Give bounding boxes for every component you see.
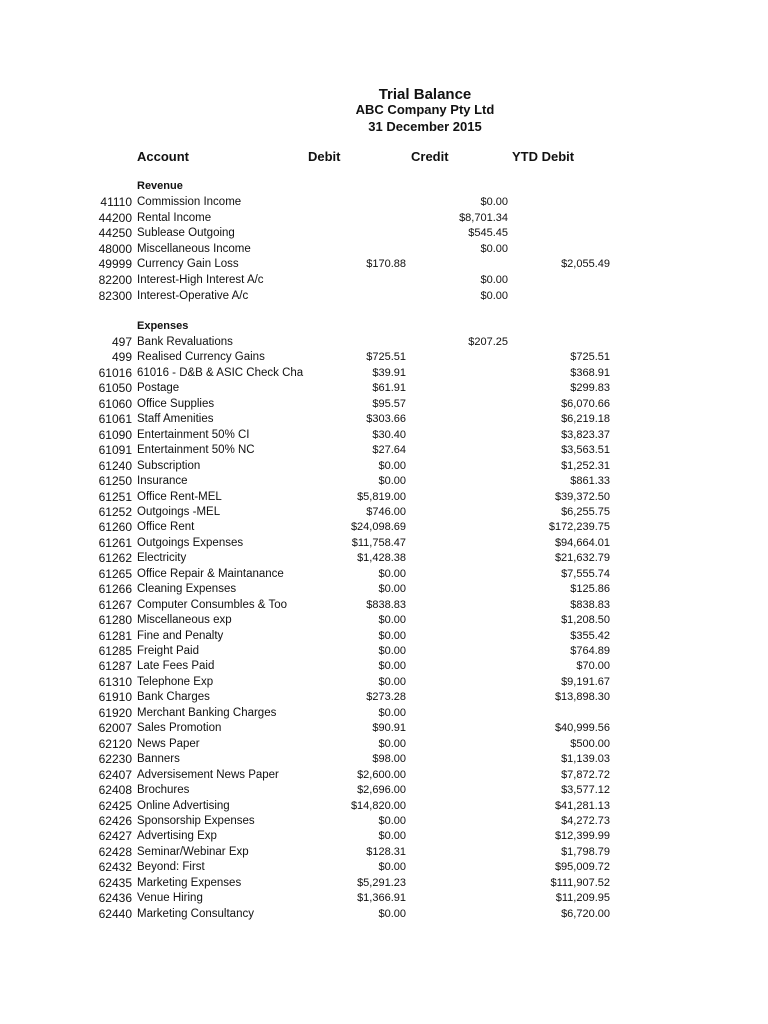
account-code: 61250 [98,474,132,489]
debit-value: $128.31 [366,845,406,858]
account-code: 61090 [98,427,132,442]
account-code: 62230 [98,752,132,767]
account-code: 61280 [98,613,132,628]
account-name: Subscription [137,459,201,472]
table-row [0,289,768,304]
account-name: Office Rent-MEL [137,490,222,503]
table-row [0,195,768,210]
account-name: Online Advertising [137,799,230,812]
account-name: Late Fees Paid [137,660,215,673]
table-row [0,273,768,288]
table-row [0,520,768,535]
table-row [0,397,768,412]
account-name: Staff Amenities [137,413,214,426]
company-name: ABC Company Pty Ltd [355,102,495,117]
credit-value: $8,701.34 [459,211,508,224]
account-name: Telephone Exp [137,675,214,688]
account-name: Banners [137,753,180,766]
debit-value: $95.57 [372,397,406,410]
column-header-credit: Credit [411,149,449,164]
debit-value: $5,291.23 [357,876,406,889]
table-row [0,721,768,736]
ytd-debit-value: $1,798.79 [561,845,610,858]
account-code: 62408 [98,783,132,798]
account-code: 44250 [98,226,132,241]
debit-value: $273.28 [366,691,406,704]
account-code: 49999 [98,257,132,272]
table-row [0,737,768,752]
account-name: Sublease Outgoing [137,227,235,240]
table-row [0,659,768,674]
ytd-debit-value: $3,563.51 [561,444,610,457]
account-code: 62432 [98,860,132,875]
debit-value: $838.83 [366,598,406,611]
debit-value: $0.00 [378,614,406,627]
account-code: 62425 [98,798,132,813]
account-name: Electricity [137,552,187,565]
column-header-debit: Debit [308,149,341,164]
account-name: Sponsorship Expenses [137,814,255,827]
table-row [0,829,768,844]
ytd-debit-value: $6,720.00 [561,907,610,920]
ytd-debit-value: $70.00 [576,660,610,673]
account-name: Bank Revaluations [137,336,233,348]
account-name: Cleaning Expenses [137,583,237,596]
ytd-debit-value: $9,191.67 [561,675,610,688]
ytd-debit-value: $7,872.72 [561,768,610,781]
table-row [0,752,768,767]
debit-value: $0.00 [378,861,406,874]
credit-value: $0.00 [480,289,508,302]
account-code: 61240 [98,458,132,473]
account-name: Computer Consumbles & Too [137,598,287,611]
table-row [0,860,768,875]
account-code: 61285 [98,644,132,658]
account-code: 61281 [98,628,132,643]
ytd-debit-value: $500.00 [570,737,610,750]
debit-value: $2,600.00 [357,768,406,781]
column-header-account: Account [137,149,189,164]
ytd-debit-value: $21,632.79 [554,552,610,565]
debit-value: $11,758.47 [351,536,406,549]
table-row [0,381,768,396]
account-code: 61050 [98,381,132,396]
ytd-debit-value: $125.86 [570,583,610,596]
account-code: 61266 [98,582,132,597]
ytd-debit-value: $1,139.03 [561,753,610,766]
ytd-debit-value: $94,664.01 [554,536,610,549]
account-code: 61060 [98,396,132,411]
table-row [0,428,768,443]
account-name: Seminar/Webinar Exp [137,845,249,858]
ytd-debit-value: $13,898.30 [554,691,610,704]
table-row [0,907,768,922]
debit-value: $39.91 [372,366,406,379]
table-row [0,675,768,690]
account-name: Venue Hiring [137,892,203,905]
debit-value: $61.91 [372,382,406,395]
account-name: Commission Income [137,196,242,208]
ytd-debit-value: $6,070.66 [561,397,610,410]
table-row [0,690,768,705]
account-code: 41110 [100,195,132,209]
column-header-ytd-debit: YTD Debit [512,149,575,164]
section-heading-expenses: Expenses [137,320,189,332]
ytd-debit-value: $95,009.72 [554,861,610,874]
account-code: 61016 [98,365,132,380]
ytd-debit-value: $3,577.12 [561,784,610,797]
account-code: 62007 [98,721,132,736]
credit-value: $0.00 [480,274,508,286]
debit-value: $27.64 [372,444,406,457]
table-row [0,814,768,829]
table-row [0,474,768,489]
ytd-debit-value: $172,239.75 [548,521,610,534]
account-code: 61310 [98,674,132,689]
table-row [0,567,768,582]
account-name: Bank Charges [137,691,210,704]
ytd-debit-value: $40,999.56 [554,722,610,735]
debit-value: $24,098.69 [350,521,406,534]
debit-value: $0.00 [378,675,406,688]
ytd-debit-value: $41,281.13 [554,799,610,812]
ytd-debit-value: $39,372.50 [554,490,610,503]
table-row [0,366,768,381]
account-name: Entertainment 50% CI [137,428,250,441]
account-name: Miscellaneous Income [137,242,251,255]
report-date: 31 December 2015 [368,119,482,134]
table-row [0,783,768,798]
account-name: Office Supplies [137,397,215,410]
account-code: 62440 [98,906,132,921]
account-code: 497 [111,335,132,349]
account-code: 62426 [98,813,132,828]
debit-value: $303.66 [366,413,406,426]
ytd-debit-value: $1,252.31 [561,459,610,472]
report-title: Trial Balance [378,86,472,103]
account-code: 82200 [98,273,132,287]
account-name: Office Repair & Maintanance [137,567,284,580]
debit-value: $0.00 [378,814,406,827]
credit-value: $0.00 [480,196,508,208]
account-name: News Paper [137,737,200,750]
account-name: Outgoings Expenses [137,536,244,549]
ytd-debit-value: $6,255.75 [561,505,610,518]
debit-value: $0.00 [378,645,406,657]
account-code: 61261 [98,535,132,550]
account-code: 62436 [98,891,132,906]
debit-value: $0.00 [378,706,406,719]
table-row [0,613,768,628]
account-name: Sales Promotion [137,722,222,735]
ytd-debit-value: $368.91 [570,366,610,379]
table-row [0,443,768,458]
debit-value: $0.00 [378,459,406,472]
account-name: Freight Paid [137,645,200,657]
account-name: Realised Currency Gains [137,351,265,364]
debit-value: $0.00 [378,567,406,580]
table-row [0,490,768,505]
debit-value: $170.88 [366,258,406,271]
ytd-debit-value: $355.42 [570,629,610,642]
debit-value: $98.00 [372,753,406,766]
debit-value: $30.40 [372,428,406,441]
account-name: Insurance [137,475,188,488]
table-row [0,845,768,860]
ytd-debit-value: $6,219.18 [561,413,610,426]
table-row [0,226,768,241]
account-code: 61061 [98,412,132,427]
account-name: Currency Gain Loss [137,258,239,271]
debit-value: $2,696.00 [357,784,406,797]
account-name: Beyond: First [137,861,205,874]
ytd-debit-value: $11,209.95 [555,892,610,905]
account-code: 61260 [98,520,132,535]
ytd-debit-value: $111,907.52 [550,876,610,889]
debit-value: $0.00 [378,737,406,750]
account-name: Interest-Operative A/c [137,289,249,302]
account-name: Merchant Banking Charges [137,706,277,719]
account-name: Office Rent [137,521,195,534]
ytd-debit-value: $764.89 [570,645,610,657]
table-row [0,536,768,551]
account-code: 499 [111,350,132,365]
table-row [0,799,768,814]
account-code: 44200 [98,210,132,225]
debit-value: $0.00 [378,583,406,596]
table-row [0,706,768,721]
credit-value: $545.45 [468,227,508,240]
ytd-debit-value: $861.33 [570,475,610,488]
table-row [0,335,768,350]
table-row [0,459,768,474]
ytd-debit-value: $12,399.99 [554,830,610,843]
table-row [0,891,768,906]
table-row [0,505,768,520]
account-name: Marketing Expenses [137,876,242,889]
debit-value: $0.00 [378,475,406,488]
table-row [0,598,768,613]
debit-value: $0.00 [378,907,406,920]
account-code: 62120 [98,736,132,751]
account-code: 61287 [98,659,132,674]
debit-value: $1,366.91 [357,892,406,905]
debit-value: $0.00 [378,629,406,642]
debit-value: $14,820.00 [350,799,406,812]
debit-value: $0.00 [378,830,406,843]
table-row [0,412,768,427]
debit-value: $5,819.00 [357,490,406,503]
account-code: 61252 [98,504,132,519]
ytd-debit-value: $4,272.73 [561,814,610,827]
table-row [0,644,768,659]
account-code: 62435 [98,875,132,890]
account-code: 61267 [98,597,132,612]
account-name: Interest-High Interest A/c [137,274,264,286]
account-name: Miscellaneous exp [137,614,232,627]
ytd-debit-value: $725.51 [570,351,610,364]
debit-value: $725.51 [366,351,406,364]
account-name: Fine and Penalty [137,629,224,642]
account-code: 61910 [98,690,132,705]
table-row [0,876,768,891]
table-row [0,551,768,566]
account-code: 62407 [98,767,132,782]
debit-value: $746.00 [366,505,406,518]
table-row [0,211,768,226]
account-code: 61091 [98,443,132,458]
table-row [0,582,768,597]
table-row [0,629,768,644]
account-code: 82300 [98,288,132,303]
debit-value: $90.91 [372,722,406,735]
account-name: Advertising Exp [137,830,217,843]
account-name: 61016 - D&B & ASIC Check Cha [137,366,304,379]
account-code: 62427 [98,829,132,844]
account-name: Entertainment 50% NC [137,444,255,457]
table-row [0,257,768,272]
account-name: Rental Income [137,211,212,224]
account-code: 62428 [98,844,132,859]
account-name: Marketing Consultancy [137,907,254,920]
account-name: Postage [137,382,180,395]
credit-value: $207.25 [468,336,508,348]
section-heading-revenue: Revenue [137,180,183,192]
table-row [0,768,768,783]
ytd-debit-value: $7,555.74 [561,567,610,580]
account-code: 61262 [98,551,132,566]
ytd-debit-value: $838.83 [570,598,610,611]
account-code: 61920 [98,705,132,720]
ytd-debit-value: $299.83 [570,382,610,395]
account-name: Brochures [137,784,190,797]
credit-value: $0.00 [480,242,508,255]
debit-value: $1,428.38 [357,552,406,565]
debit-value: $0.00 [378,660,406,673]
table-row [0,242,768,257]
account-name: Adversisement News Paper [137,768,279,781]
account-code: 61265 [98,566,132,581]
account-code: 61251 [98,489,132,504]
ytd-debit-value: $1,208.50 [561,614,610,627]
account-name: Outgoings -MEL [137,505,221,518]
ytd-debit-value: $2,055.49 [561,258,610,271]
account-code: 48000 [98,241,132,256]
ytd-debit-value: $3,823.37 [561,428,610,441]
table-row [0,350,768,365]
